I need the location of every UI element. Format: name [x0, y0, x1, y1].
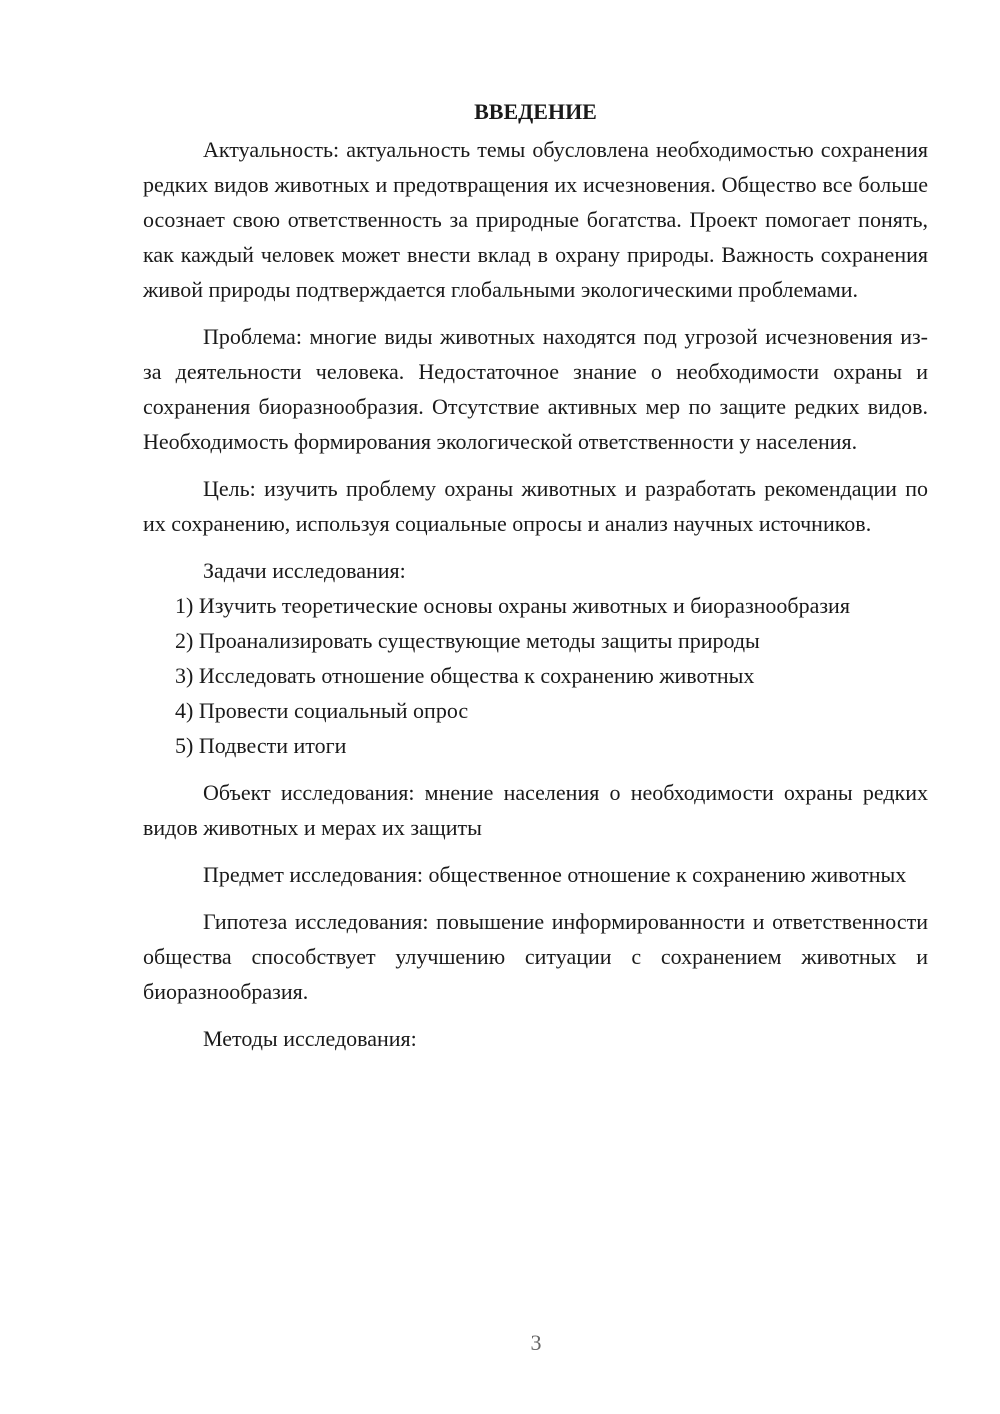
tasks-heading: Задачи исследования:: [203, 558, 406, 583]
task-item-2: 2) Проанализировать существующие методы защиты природы: [175, 628, 760, 653]
paragraph-object: Объект исследования: мнение населения о необходимости охраны редких видов животных и мерах их защиты: [143, 780, 928, 840]
paragraph-subject: Предмет исследования: общественное отношение к сохранению животных: [203, 862, 907, 887]
task-item-5: 5) Подвести итоги: [175, 733, 347, 758]
task-item-4: 4) Провести социальный опрос: [175, 698, 469, 723]
document-page: [143, 94, 928, 1056]
page-number: 3: [530, 1330, 542, 1355]
paragraph-relevance: Актуальность: актуальность темы обусловлена необходимостью сохранения редких видов животных и предотвращения их исчезновения. Общество все больше осознает свою ответственность за природные богатства. Проект помогает понять, как каждый человек может внести вклад в охрану природы. Важность сохранения живой природы подтверждается глобальными экологическими проблемами.: [143, 137, 928, 302]
task-item-3: 3) Исследовать отношение общества к сохранению животных: [175, 663, 755, 688]
page-title: ВВЕДЕНИЕ: [474, 99, 597, 124]
paragraph-goal: Цель: изучить проблему охраны животных и разработать рекомендации по их сохранению, используя социальные опросы и анализ научных источников.: [143, 476, 928, 536]
methods-heading: Методы исследования:: [203, 1026, 417, 1051]
paragraph-problem: Проблема: многие виды животных находятся под угрозой исчезновения из-за деятельности человека. Недостаточное знание о необходимости охраны и сохранения биоразнообразия. Отсутствие активных мер по защите редких видов. Необходимость формирования экологической ответственности у населения.: [143, 324, 928, 454]
task-item-1: 1) Изучить теоретические основы охраны животных и биоразнообразия: [175, 593, 850, 618]
paragraph-hypothesis: Гипотеза исследования: повышение информированности и ответственности общества способствует улучшению ситуации с сохранением животных и биоразнообразия.: [143, 909, 928, 1004]
